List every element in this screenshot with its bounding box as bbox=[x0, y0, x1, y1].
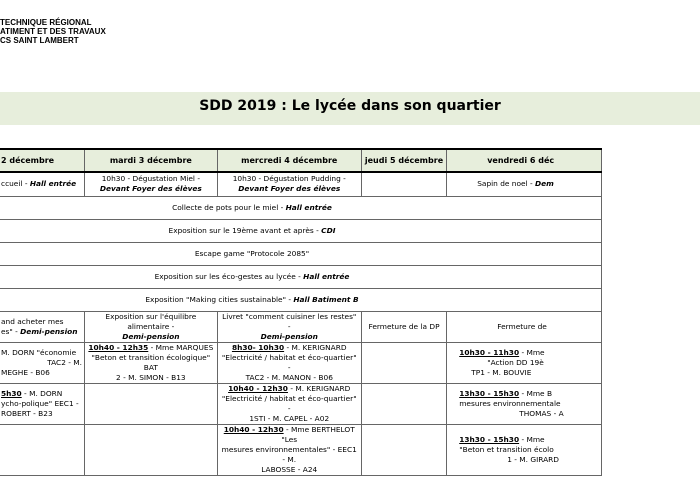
wide-event-cell bbox=[0, 265, 602, 288]
day-tuesday: mardi 3 décembre bbox=[85, 149, 218, 172]
event-text: Exposition sur l'équilibre alimentaire - bbox=[105, 311, 197, 331]
event-time: 10h40 - 12h30 bbox=[228, 383, 288, 393]
event-text: - Mme B bbox=[519, 388, 553, 398]
table-row bbox=[0, 311, 602, 342]
event-text: Livret "comment cuisiner les restes" - bbox=[222, 311, 357, 331]
event-text: Collecte de pots pour le miel - bbox=[172, 202, 286, 212]
event-text: LABOSSE - A24 bbox=[261, 464, 318, 474]
event-time: 10h40 - 12h35 bbox=[88, 342, 149, 352]
cell-tuesday bbox=[85, 172, 218, 196]
event-text: TAC2 - M. MANON - B06 bbox=[245, 372, 333, 382]
cell-friday: Fermeture de bbox=[447, 311, 602, 342]
table-row bbox=[0, 242, 602, 265]
cell-wednesday bbox=[217, 172, 361, 196]
cell-thursday bbox=[361, 342, 446, 383]
cell-tuesday bbox=[85, 342, 218, 383]
event-text: "Electricité / habitat et éco-quartier" - bbox=[221, 352, 357, 372]
event-time: 10h30 - 11h30 bbox=[459, 347, 520, 357]
schedule-table bbox=[0, 148, 602, 476]
event-text: ROBERT - B23 bbox=[1, 408, 53, 418]
school-name-line-1: TECHNIQUE RÉGIONAL bbox=[0, 18, 92, 27]
event-place: CDI bbox=[321, 225, 336, 235]
wide-event-cell bbox=[0, 219, 602, 242]
cell-monday bbox=[0, 424, 85, 475]
event-text: - M. KERIGNARD bbox=[284, 342, 347, 352]
wide-event-cell bbox=[0, 288, 602, 311]
event-text: 1STI - M. CAPEL - A02 bbox=[249, 413, 330, 423]
event-place: Demi-pension bbox=[260, 331, 318, 341]
wide-event-cell bbox=[0, 242, 602, 265]
event-text: - M. KERIGNARD bbox=[287, 383, 351, 393]
event-text: Exposition sur le 19ème avant et après - bbox=[168, 225, 322, 235]
event-text: - M. DORN bbox=[21, 388, 63, 398]
table-row bbox=[0, 265, 602, 288]
event-place: Hall Batiment B bbox=[293, 294, 359, 304]
event-place: Hall entrée bbox=[303, 271, 350, 281]
event-place: Devant Foyer des élèves bbox=[238, 184, 341, 194]
event-text: Exposition sur les éco-gestes au lycée - bbox=[154, 271, 304, 281]
cell-tuesday bbox=[85, 311, 218, 342]
event-text: mesures environnementale bbox=[459, 398, 561, 408]
event-time: 8h30- 10h30 bbox=[231, 342, 285, 352]
event-place: Dem bbox=[534, 179, 554, 189]
table-row bbox=[0, 383, 602, 424]
event-text: Exposition "Making cities sustainable" - bbox=[145, 294, 294, 304]
cell-thursday bbox=[361, 383, 446, 424]
event-text: TAC2 - M. bbox=[47, 357, 83, 367]
cell-monday bbox=[0, 172, 85, 196]
event-time: 13h30 - 15h30 bbox=[459, 434, 520, 444]
event-text: 2 - M. SIMON - B13 bbox=[116, 372, 186, 382]
day-wednesday: mercredi 4 décembre bbox=[217, 149, 361, 172]
event-text: 10h30 - Dégustation Pudding - bbox=[232, 174, 346, 184]
event-text: 10h30 - Dégustation Miel - bbox=[101, 174, 200, 184]
cell-monday bbox=[0, 311, 85, 342]
event-text: THOMAS - A bbox=[519, 408, 564, 418]
cell-monday bbox=[0, 383, 85, 424]
table-row bbox=[0, 342, 602, 383]
school-name-line-3: CS SAINT LAMBERT bbox=[0, 36, 79, 45]
event-text: - Mme bbox=[519, 434, 545, 444]
event-text: ycho-polique" EEC1 - bbox=[1, 398, 79, 408]
cell-thursday: Fermeture de la DP bbox=[361, 311, 446, 342]
cell-monday bbox=[0, 342, 85, 383]
day-monday: 2 décembre bbox=[0, 149, 85, 172]
school-header bbox=[0, 18, 106, 45]
cell-wednesday bbox=[217, 342, 361, 383]
event-text: - Mme MARQUES bbox=[148, 342, 214, 352]
event-place: Demi-pension bbox=[122, 331, 180, 341]
table-row bbox=[0, 424, 602, 475]
cell-friday bbox=[447, 342, 602, 383]
event-text: "Beton et transition écologique" BAT bbox=[91, 352, 211, 372]
page-title: SDD 2019 : Le lycée dans son quartier bbox=[199, 98, 501, 114]
event-text: Sapin de noel - bbox=[477, 179, 535, 189]
table-row bbox=[0, 219, 602, 242]
event-text: MEGHE - B06 bbox=[1, 367, 50, 377]
event-text: - Mme BERTHELOT "Les bbox=[281, 424, 355, 444]
table-row bbox=[0, 288, 602, 311]
table-row bbox=[0, 196, 602, 219]
cell-friday bbox=[447, 172, 602, 196]
event-place: Devant Foyer des élèves bbox=[99, 184, 202, 194]
day-friday: vendredi 6 déc bbox=[447, 149, 602, 172]
event-time: 10h40 - 12h30 bbox=[223, 424, 284, 434]
table-row bbox=[0, 172, 602, 196]
event-text: TP1 - M. BOUVIE bbox=[471, 367, 532, 377]
cell-friday bbox=[447, 383, 602, 424]
cell-tuesday bbox=[85, 383, 218, 424]
cell-friday bbox=[447, 424, 602, 475]
school-name-line-2: ATIMENT ET DES TRAVAUX bbox=[0, 27, 106, 36]
cell-thursday bbox=[361, 172, 446, 196]
day-header-row bbox=[0, 149, 602, 172]
cell-tuesday bbox=[85, 424, 218, 475]
event-text: "Electricité / habitat et éco-quartier" - bbox=[221, 393, 357, 413]
event-time: 13h30 - 15h30 bbox=[459, 388, 520, 398]
event-place: Demi-pension bbox=[20, 326, 78, 336]
event-text: M. DORN "économie bbox=[1, 347, 77, 357]
event-text: "Action DD 19è bbox=[487, 357, 544, 367]
cell-thursday bbox=[361, 424, 446, 475]
day-thursday: jeudi 5 décembre bbox=[361, 149, 446, 172]
event-place: Hall entrée bbox=[29, 179, 77, 189]
event-text: es" - bbox=[1, 326, 21, 336]
cell-wednesday bbox=[217, 383, 361, 424]
event-time: 5h30 bbox=[1, 388, 22, 398]
event-text: mesures environnementales" - EEC1 - M. bbox=[221, 444, 357, 464]
event-text: "Beton et transition écolo bbox=[459, 444, 554, 454]
event-text: ccueil - bbox=[1, 179, 30, 189]
event-place: Hall entrée bbox=[285, 202, 332, 212]
cell-wednesday bbox=[217, 424, 361, 475]
event-text: and acheter mes bbox=[1, 316, 64, 326]
cell-wednesday bbox=[217, 311, 361, 342]
event-text: 1 - M. GIRARD bbox=[507, 454, 559, 464]
event-text: - Mme bbox=[519, 347, 545, 357]
event-text: Escape game "Protocole 2085" bbox=[194, 248, 310, 258]
wide-event-cell bbox=[0, 196, 602, 219]
